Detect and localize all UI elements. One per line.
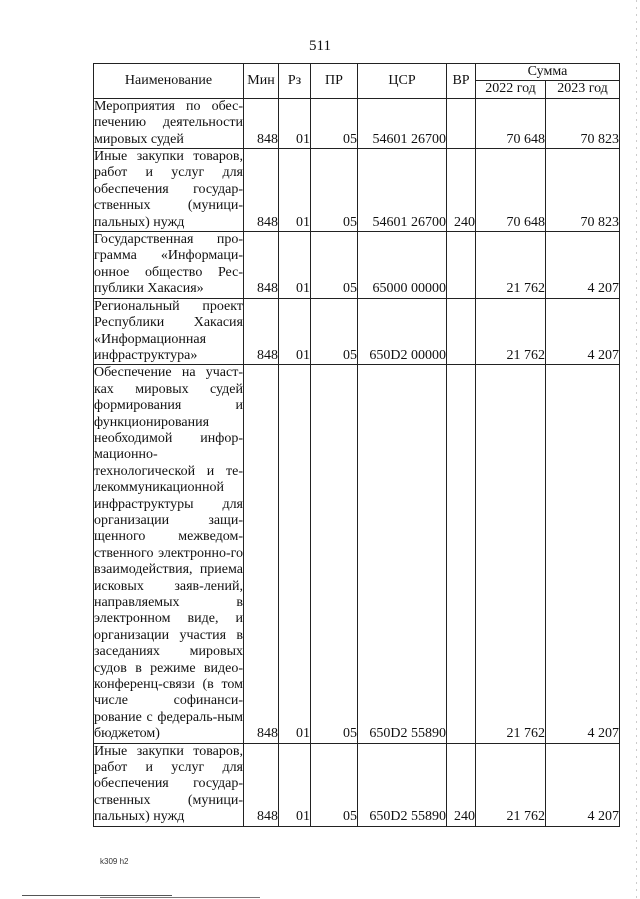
- row-pr: 05: [311, 149, 358, 232]
- row-vr: [447, 298, 476, 365]
- row-min: 848: [244, 149, 279, 232]
- header-name: Наименование: [94, 64, 244, 99]
- table-row: [94, 232, 620, 299]
- header-year-2022: 2022 год: [476, 81, 546, 98]
- row-min: 848: [244, 298, 279, 365]
- row-csr: 650D2 00000: [358, 298, 447, 365]
- row-name: Иные закупки товаров, работ и услуг для обеспечения государ-ственных (муници-пальных) нужд: [94, 743, 243, 825]
- scan-bottom-line-2: [100, 897, 260, 898]
- row-pr: 05: [311, 98, 358, 148]
- row-sum-2023: 4 207: [546, 298, 620, 365]
- row-rz: 01: [279, 743, 311, 826]
- row-pr: 05: [311, 365, 358, 743]
- row-csr: 650D2 55890: [358, 365, 447, 743]
- row-sum-2022: 21 762: [476, 232, 546, 299]
- table-row: [94, 149, 620, 232]
- row-vr: [447, 98, 476, 148]
- row-vr: 240: [447, 149, 476, 232]
- row-vr: [447, 365, 476, 743]
- header-year-2023: 2023 год: [546, 81, 620, 98]
- row-sum-2022: 70 648: [476, 98, 546, 148]
- row-name: Мероприятия по обес-печению деятельности мировых судей: [94, 98, 243, 147]
- row-name: Региональный проект Республики Хакасия «Информационная инфраструктура»: [94, 298, 243, 363]
- header-sum: Сумма: [476, 64, 620, 81]
- scan-bottom-line: [22, 895, 172, 896]
- table-row: [94, 365, 620, 743]
- table-row: [94, 743, 620, 826]
- header-vr: ВР: [447, 64, 476, 99]
- row-pr: 05: [311, 232, 358, 299]
- page-number: 511: [309, 38, 331, 54]
- row-csr: 54601 26700: [358, 98, 447, 148]
- row-sum-2023: 70 823: [546, 149, 620, 232]
- row-name: Обеспечение на участ-ках мировых судей формирования и функционирования необходимой инфор-мационно-технологической и те-лекоммуникационной инфраструктуры для организации защи-щенного межведом-ственного электронно-го взаимодействия, приема исковых заяв-лений, направляемых в электронном виде, и организации участия в заседаниях мировых судов в режиме видео-конференц-связи (в том числе софинанси-рование с федераль-ным бюджетом): [94, 365, 243, 742]
- header-min: Мин: [244, 64, 279, 99]
- footer-code: k309 h2: [100, 857, 129, 866]
- row-name: Иные закупки товаров, работ и услуг для обеспечения государ-ственных (муници-пальных) нужд: [94, 149, 243, 230]
- row-rz: 01: [279, 149, 311, 232]
- row-csr: 65000 00000: [358, 232, 447, 299]
- row-sum-2022: 21 762: [476, 743, 546, 826]
- row-name: Государственная про-грамма «Информаци-онное общество Рес-публики Хакасия»: [94, 232, 243, 297]
- row-sum-2023: 4 207: [546, 743, 620, 826]
- header-pr: ПР: [311, 64, 358, 99]
- row-min: 848: [244, 232, 279, 299]
- header-rz: Рз: [279, 64, 311, 99]
- row-sum-2022: 21 762: [476, 298, 546, 365]
- row-csr: 54601 26700: [358, 149, 447, 232]
- row-rz: 01: [279, 98, 311, 148]
- table-row: [94, 298, 620, 365]
- row-pr: 05: [311, 743, 358, 826]
- row-min: 848: [244, 98, 279, 148]
- row-sum-2023: 4 207: [546, 365, 620, 743]
- row-min: 848: [244, 743, 279, 826]
- scan-edge-marks: [636, 0, 637, 899]
- row-sum-2022: 70 648: [476, 149, 546, 232]
- row-pr: 05: [311, 298, 358, 365]
- row-rz: 01: [279, 232, 311, 299]
- row-rz: 01: [279, 365, 311, 743]
- row-sum-2022: 21 762: [476, 365, 546, 743]
- budget-table: [93, 63, 620, 827]
- row-min: 848: [244, 365, 279, 743]
- table-row: [94, 98, 620, 148]
- row-sum-2023: 70 823: [546, 98, 620, 148]
- header-csr: ЦСР: [358, 64, 447, 99]
- row-sum-2023: 4 207: [546, 232, 620, 299]
- row-csr: 650D2 55890: [358, 743, 447, 826]
- row-rz: 01: [279, 298, 311, 365]
- row-vr: [447, 232, 476, 299]
- row-vr: 240: [447, 743, 476, 826]
